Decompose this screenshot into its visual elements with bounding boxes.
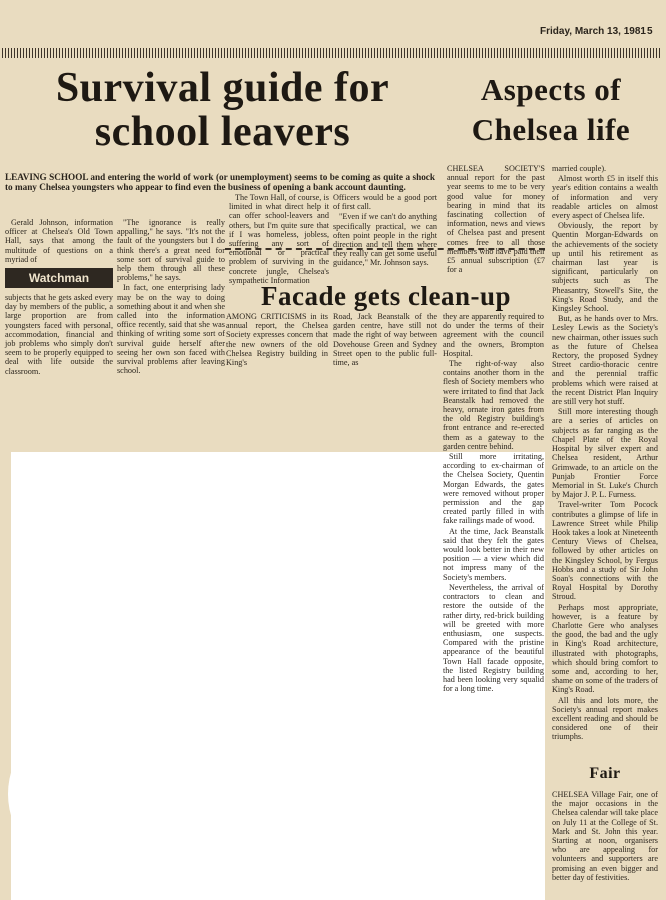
fair-headline: Fair <box>589 765 621 782</box>
facade-col3-p4: Nevertheless, the arrival of contractors to clean and restore the outside of the rather dirty, red-brick building will be greeted with more enthusiasm, one suspects. Compared with the pristine appearance of the beautiful Town Hall facade opposite, the listed Registry building had been looking very squalid for a long time. <box>443 582 544 694</box>
page-date: Friday, March 13, 1981 <box>540 26 646 37</box>
aspects-col2-p5: Travel-writer Tom Pocock contributes a glimpse of life in Lawrence Street while Philip Hook takes a look at Nineteenth Century Views of Chelsea, followed by other articles on the Kingsley School, by Fergus Hobbs and a study of Sir John Soan's connections with the Royal Hospital by Dorothy Stroud. <box>552 500 658 602</box>
facade-col3-p2: Still more irritating, according to ex-chairman of the Chelsea Society, Quentin Morgan Edwards, the gates were removed without proper permission and the gap created partly filled in with fake railings made of wood. <box>443 452 544 526</box>
survival-col2-p1: "The ignorance is really appalling," he says. "It's not the fault of the youngsters but I do think there's a great need for some sort of survival guide to help them through all these problems," he says. <box>117 218 225 283</box>
aspects-col2-p0: married couple). <box>552 164 607 173</box>
facade-col1 <box>226 312 328 372</box>
facade-col1-text: AMONG CRITICISMS in its annual report, the Chelsea Society expresses concern that the new owners of the old Chelsea Registry building in King's <box>226 312 328 368</box>
survival-col2-p2: In fact, one enterprising lady may be on the way to doing something about it and when she called into the information office recently, said that she was thinking of writing some sort of survival guide herself after seeing her own son faced with survival problems after leaving school. <box>117 283 225 376</box>
aspects-col2-p4: Still more interesting though are a series of articles on subjects as far ranging as the Chapel Plate of the Royal Hospital by silver expert and Chelsea resident, Arthur Grimwade, to an article on the Punjab Frontier Force Memorial in St. Luke's Church by Major J. P. L. Furness. <box>552 407 658 500</box>
survival-col3-text: The Town Hall, of course, is limited in what direct help it can offer school-leavers and others, but I'm quite sure that if I was homeless, jobless, suffering any sort of emotional or practical problem of surviving in the concrete jungle, Chelsea's sympathetic Information <box>229 193 329 285</box>
aspects-col2-p7: All this and lots more, the Society's annual report makes excellent reading and should be considered one of their triumphs. <box>552 695 658 742</box>
facade-col2-text: Road, Jack Beanstalk of the garden centre, have still not made the right of way between Dovehouse Green and Sydney Street open to the public full-time, as <box>333 312 437 368</box>
survival-col1-text: Gerald Johnson, information officer at Chelsea's Old Town Hall, says that among the multitude of questions on a myriad of <box>5 218 113 264</box>
facade-headline: Facade gets clean-up <box>261 281 511 311</box>
aspects-col2-p6: Perhaps most appropriate, however, is a feature by Charlotte Gere who analyses the good, the bad and the ugly in King's Road architecture, illustrated with photographs, which should bring comfort to some and, according to her, shame on some of the traders of King's Road. <box>552 602 658 695</box>
aspects-col2-p1: Almost worth £5 in itself this year's edition contains a wealth of information and very readable articles on almost every aspect of Chelsea life. <box>552 174 658 221</box>
aspects-col2 <box>552 164 658 794</box>
aspects-col2-p2: Obviously, the report by Quentin Morgan-Edwards on the achievements of the society up until his retirement as chairman last year is significant, particularly on subjects such as The Pheasantry, Stowell's Site, the King's Road Study, and the Kingsley School. <box>552 221 658 314</box>
aspects-col2-p3: But, as he hands over to Mrs. Lesley Lewis as the Society's new chairman, other issues such as the future of Chelsea Rectory, the proposed Sydney Street cardio-thoracic centre and the perennial traffic problems which were raised at the recent District Plan Inquiry are still very hot stuff. <box>552 314 658 407</box>
survival-col4-p2: "Even if we can't do anything specifically practical, we can often point people in the right direction and tell them where they really can get some useful guidance," Mr. Johnson says. <box>333 212 437 268</box>
scan-circle <box>8 716 164 872</box>
page-number: 5 <box>647 26 653 37</box>
aspects-headline: Aspects of Chelsea life <box>471 72 631 148</box>
facade-col3-p3: At the time, Jack Beanstalk said that they felt the gates would look better in their new position — a view which did not impress many of the Society's members. <box>443 526 544 582</box>
survival-col1b-text: subjects that he gets asked every day by members of the public, a large proportion are from youngsters faced with personal, accommodation, financial and job problems who simply don't seem to be properly equipped to deal with life outside the classroom. <box>5 293 113 376</box>
aspects-col1-text: CHELSEA SOCIETY'S annual report for the past year seems to me to be very good value for money bearing in mind that its fascinating collection of information, news and views of Chelsea past and present comes free to all those members who have paid their £5 annual subscription (£7 for a <box>447 164 545 275</box>
section-divider <box>225 248 545 250</box>
facade-col3 <box>443 312 544 694</box>
facade-col3-p1: The right-of-way also contains another thorn in the flesh of Society members who were irritated to find that Jack Beanstalk had removed the heavy, ornate iron gates from the old Registry building's front entrance and re-erected them as a gateway to the garden centre behind. <box>443 359 544 451</box>
facade-col3-p0: they are apparently required to do under the terms of their agreement with the council and the owners, Brompton Hospital. <box>443 312 544 358</box>
fair-body <box>552 790 658 898</box>
survival-col2 <box>117 218 225 388</box>
masthead-rule <box>2 48 660 58</box>
facade-col2 <box>333 312 437 372</box>
survival-headline: Survival guide for school leavers <box>55 65 390 156</box>
survival-lead: LEAVING SCHOOL and entering the world of work (or unemployment) seems to be coming as quite a shock to many Chelsea youngsters who appear to find even the business of opening a bank account daunting. <box>5 172 435 193</box>
fair-body-text: CHELSEA Village Fair, one of the major occasions in the Chelsea calendar will take place on July 11 at the College of St. Mark and St. John this year. Starting at noon, organisers who are appealing for volunteers and supporters are promising an even bigger and better day of festivities. <box>552 790 658 882</box>
survival-col3 <box>229 193 329 285</box>
survival-col1 <box>5 218 113 388</box>
watchman-column-tag: Watchman <box>5 268 113 288</box>
survival-col4-p1: Officers would be a good port of first call. <box>333 193 437 212</box>
aspects-col1 <box>447 164 545 275</box>
survival-col4 <box>333 193 437 268</box>
clipping-left-strip <box>0 452 11 900</box>
